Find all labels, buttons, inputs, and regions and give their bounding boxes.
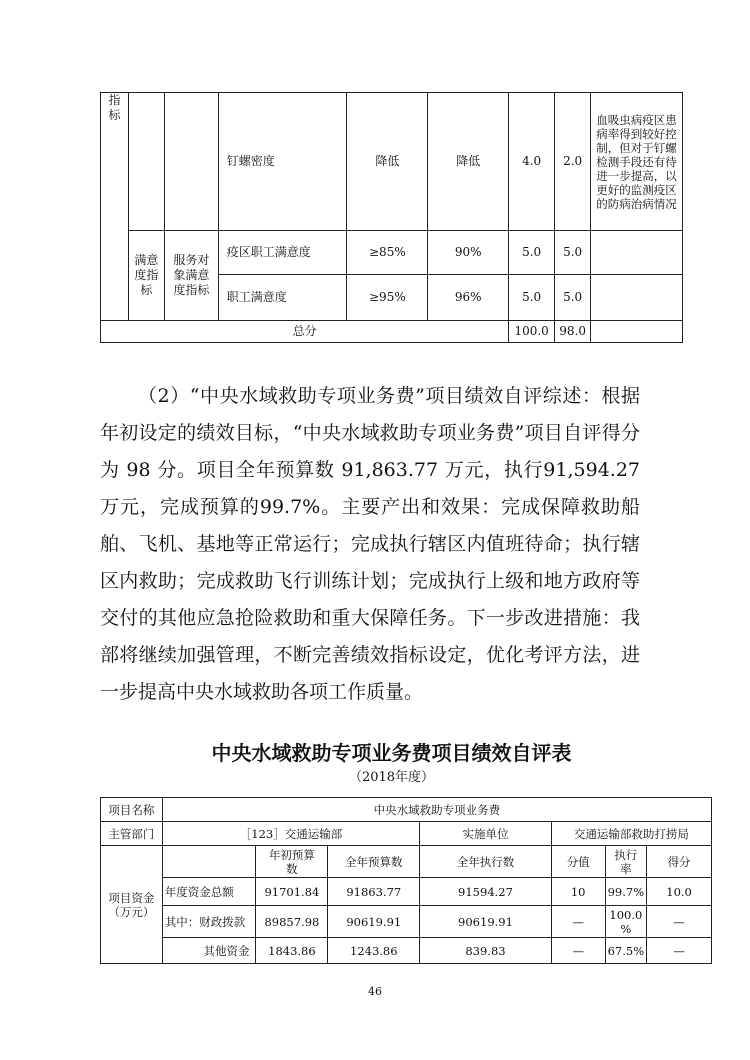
table-cell: 90619.91 bbox=[328, 906, 420, 938]
score-value: 5.0 bbox=[555, 231, 591, 275]
empty-cell bbox=[164, 93, 218, 231]
table-cell: 1843.86 bbox=[256, 938, 328, 964]
table-cell: — bbox=[647, 938, 712, 964]
col-header: 全年执行数 bbox=[420, 846, 552, 878]
weight-value: 5.0 bbox=[509, 275, 555, 321]
actual-value: 90% bbox=[428, 231, 509, 275]
table-cell: 10.0 bbox=[647, 878, 712, 906]
satisfaction-indicator-label: 满意 度指 标 bbox=[128, 231, 164, 321]
empty-cell bbox=[591, 231, 683, 275]
table-cell: 91701.84 bbox=[256, 878, 328, 906]
score-value: 2.0 bbox=[555, 93, 591, 231]
performance-indicators-table bbox=[100, 92, 683, 343]
table-cell: 91863.77 bbox=[328, 878, 420, 906]
weight-value: 4.0 bbox=[509, 93, 555, 231]
summary-paragraph: （2）“中央水域救助专项业务费”项目绩效自评综述：根据年初设定的绩效目标，“中央水域救助专项业务费”项目自评得分为 98 分。项目全年预算数 91,863.77 万元，执行91,594.27万元，完成预算的99.7%。主要产出和效果：完成保障救助船舶、飞机、基地等正常运行；完成执行辖区内值班待命；执行辖区内救助；完成救助飞行训练计划；完成执行上级和地方政府等交付的其他应急抢险救助和重大保障任务。下一步改进措施：我部将继续加强管理，不断完善绩效指标设定，优化考评方法，进一步提高中央水域救助各项工作质量。 bbox=[100, 385, 640, 703]
table-cell: 10 bbox=[551, 878, 605, 906]
row-label: 其中：财政拨款 bbox=[162, 906, 256, 938]
empty-cell bbox=[162, 846, 256, 878]
table-cell: 90619.91 bbox=[420, 906, 552, 938]
empty-cell bbox=[591, 275, 683, 321]
table-cell: 67.5% bbox=[605, 938, 647, 964]
project-funds-table bbox=[100, 797, 712, 964]
col-header: 年初预算 数 bbox=[256, 846, 328, 878]
score-value: 5.0 bbox=[555, 275, 591, 321]
target-value: ≥95% bbox=[347, 275, 428, 321]
row-label: 年度资金总额 bbox=[162, 878, 256, 906]
impl-value: 交通运输部救助打捞局 bbox=[551, 822, 711, 846]
table-title: 中央水域救助专项业务费项目绩效自评表 bbox=[211, 741, 572, 765]
actual-value: 降低 bbox=[428, 93, 509, 231]
table-cell: 1243.86 bbox=[328, 938, 420, 964]
table-cell: 99.7% bbox=[605, 878, 647, 906]
table-cell: 839.83 bbox=[420, 938, 552, 964]
actual-value: 96% bbox=[428, 275, 509, 321]
service-satisfaction-label: 服务对 象满意 度指标 bbox=[164, 231, 218, 321]
indicator-name: 疫区职工满意度 bbox=[218, 231, 347, 275]
weight-value: 5.0 bbox=[509, 231, 555, 275]
table-cell: 89857.98 bbox=[256, 906, 328, 938]
funds-label: 项目资金 （万元） bbox=[101, 846, 163, 964]
indicator-name: 职工满意度 bbox=[218, 275, 347, 321]
table-cell: — bbox=[551, 906, 605, 938]
total-score: 98.0 bbox=[555, 321, 591, 343]
table-cell: 100.0 % bbox=[605, 906, 647, 938]
project-name-label: 项目名称 bbox=[101, 798, 163, 822]
impl-label: 实施单位 bbox=[420, 822, 552, 846]
dept-value: ［123］交通运输部 bbox=[162, 822, 419, 846]
col-header: 全年预算数 bbox=[328, 846, 420, 878]
col-header: 分值 bbox=[551, 846, 605, 878]
dept-label: 主管部门 bbox=[101, 822, 163, 846]
target-value: 降低 bbox=[347, 93, 428, 231]
target-value: ≥85% bbox=[347, 231, 428, 275]
total-weight: 100.0 bbox=[509, 321, 555, 343]
project-name: 中央水域救助专项业务费 bbox=[162, 798, 711, 822]
indicator-category-cell: 指 标 bbox=[101, 93, 129, 321]
table-subtitle: （2018年度） bbox=[348, 770, 435, 785]
col-header: 得分 bbox=[647, 846, 712, 878]
col-header: 执行 率 bbox=[605, 846, 647, 878]
row-label: 其他资金 bbox=[162, 938, 256, 964]
table-cell: — bbox=[551, 938, 605, 964]
empty-cell bbox=[128, 93, 164, 231]
total-label: 总分 bbox=[101, 321, 509, 343]
empty-cell bbox=[591, 321, 683, 343]
deduction-note: 血吸虫病疫区患病率得到较好控制，但对于钉螺检测手段还有待进一步提高，以更好的监测疫区的防病治病情况 bbox=[591, 93, 683, 231]
table-cell: 91594.27 bbox=[420, 878, 552, 906]
page-number: 46 bbox=[368, 985, 382, 998]
table-cell: — bbox=[647, 906, 712, 938]
indicator-name: 钉螺密度 bbox=[218, 93, 347, 231]
